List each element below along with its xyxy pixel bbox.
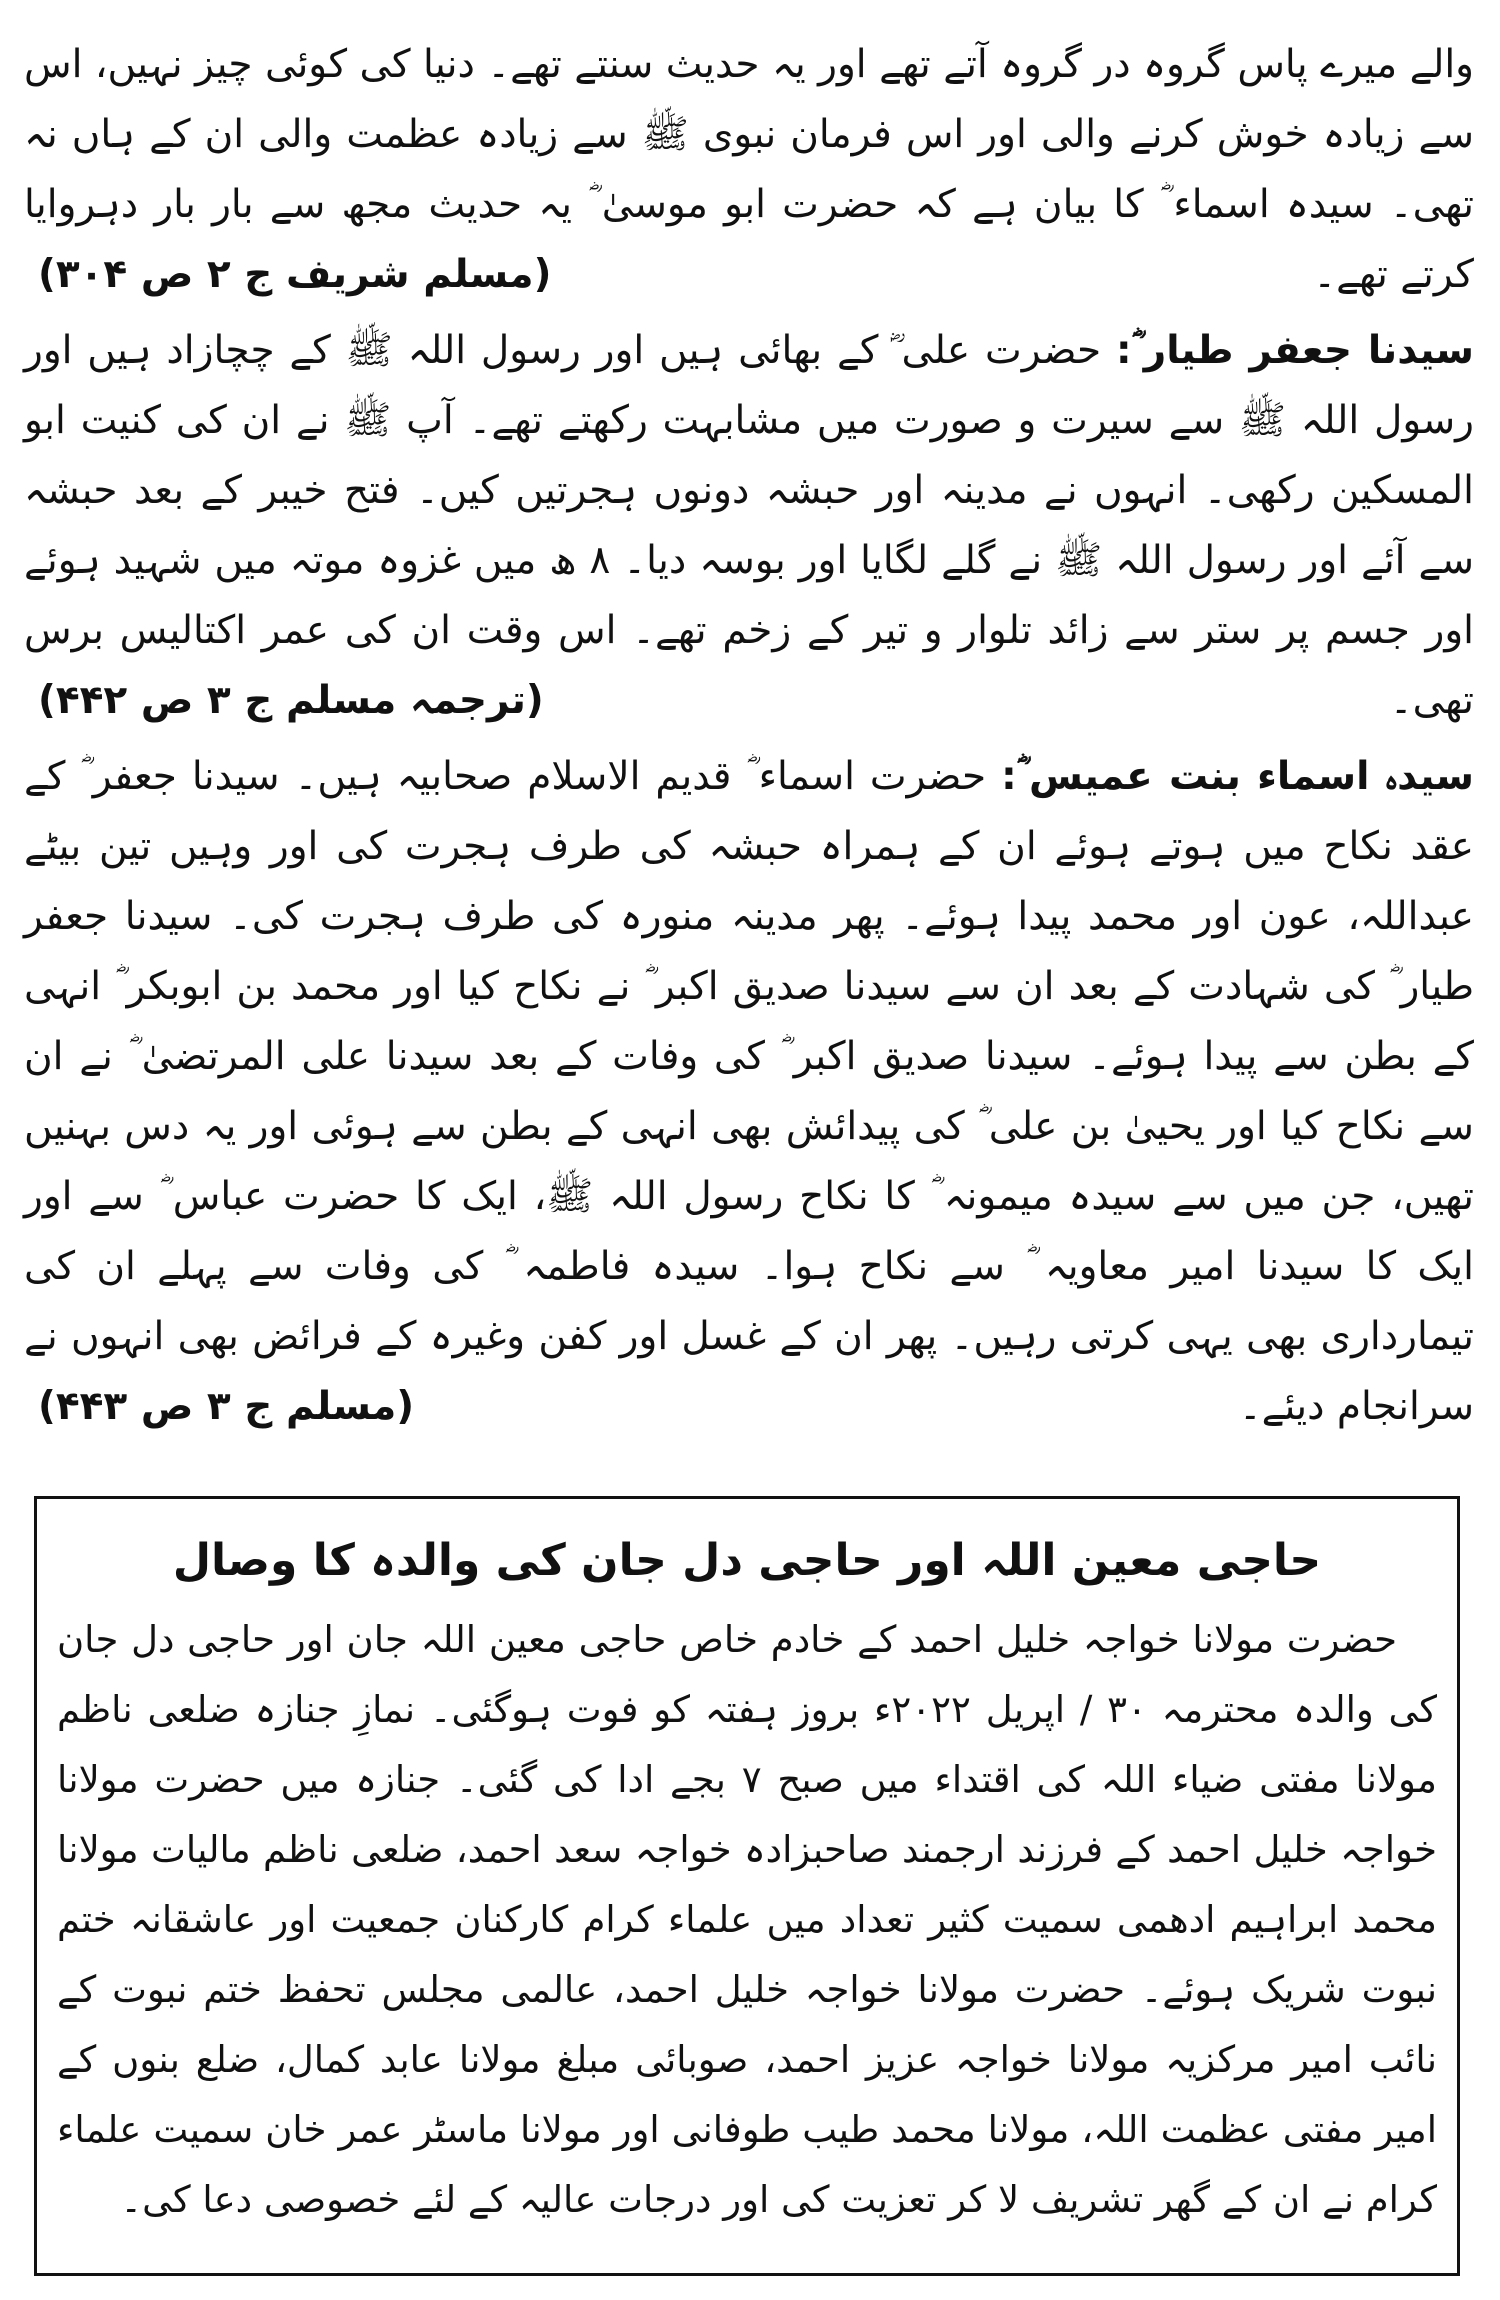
intro-paragraph [24,30,1474,310]
intro-reference: (مسلم شریف ج ۲ ص ۳۰۴) [38,252,552,297]
asma-reference: (مسلم ج ۳ ص ۴۴۳) [38,1384,415,1429]
asma-heading: سیدہ اسماء بنت عمیس ؓ: [1001,754,1474,799]
asma-paragraph [24,742,1474,1442]
news-box-title: حاجی معین اللہ اور حاجی دل جان کی والدہ کا وصال [172,1535,1322,1586]
intro-text: والے میرے پاس گروہ در گروہ آتے تھے اور یہ حدیث سنتے تھے۔ دنیا کی کوئی چیز نہیں، اس سے زیادہ خوش کرنے والی اور اس فرمان نبوی ﷺ سے زیادہ عظمت والی ان کے ہاں نہ تھی۔ سیدہ اسماء ؓ کا بیان ہے کہ حضرت ابو موسیٰ ؓ یہ حدیث مجھ سے بار بار دہروایا کرتے تھے۔ [24,42,1474,297]
article-page [24,30,1474,1442]
asma-text: حضرت اسماء ؓ قدیم الاسلام صحابیہ ہیں۔ سیدنا جعفر ؓ کے عقد نکاح میں ہوتے ہوئے ان کے ہمراہ حبشہ کی طرف ہجرت کی اور وہیں تین بیٹے عبداللہ، عون اور محمد پیدا ہوئے۔ پھر مدینہ منورہ کی طرف ہجرت کی۔ سیدنا جعفر طیار ؓ کی شہادت کے بعد ان سے سیدنا صدیق اکبر ؓ نے نکاح کیا اور محمد بن ابوبکر ؓ انہی کے بطن سے پیدا ہوئے۔ سیدنا صدیق اکبر ؓ کی وفات کے بعد سیدنا علی المرتضیٰ ؓ نے ان سے نکاح کیا اور یحییٰ بن علی ؓ کی پیدائش بھی انہی کے بطن سے ہوئی اور یہ دس بہنیں تھیں، جن میں سے سیدہ میمونہ ؓ کا نکاح رسول اللہ ﷺ، ایک کا حضرت عباس ؓ سے اور ایک کا سیدنا امیر معاویہ ؓ سے نکاح ہوا۔ سیدہ فاطمہ ؓ کی وفات سے پہلے ان کی تیمارداری بھی یہی کرتی رہیں۔ پھر ان کے غسل اور کفن وغیرہ کے فرائض بھی انہوں نے سرانجام دیئے۔ [24,754,1474,1429]
jafar-text: حضرت علی ؓ کے بھائی ہیں اور رسول اللہ ﷺ کے چچازاد ہیں اور رسول اللہ ﷺ سے سیرت و صورت میں مشابہت رکھتے تھے۔ آپ ﷺ نے ان کی کنیت ابو المسکین رکھی۔ انہوں نے مدینہ اور حبشہ دونوں ہجرتیں کیں۔ فتح خیبر کے بعد حبشہ سے آئے اور رسول اللہ ﷺ نے گلے لگایا اور بوسہ دیا۔ ۸ ھ میں غزوہ موتہ میں شہید ہوئے اور جسم پر ستر سے زائد تلوار و تیر کے زخم تھے۔ اس وقت ان کی عمر اکتالیس برس تھی۔ [24,328,1474,723]
news-box-body: حضرت مولانا خواجہ خلیل احمد کے خادم خاص حاجی معین اللہ جان اور حاجی دل جان کی والدہ محترمہ ۳۰ / اپریل ۲۰۲۲ء بروز ہفتہ کو فوت ہوگئی۔ نمازِ جنازہ ضلعی ناظم مولانا مفتی ضیاء اللہ کی اقتداء میں صبح ۷ بجے ادا کی گئی۔ جنازہ میں حضرت مولانا خواجہ خلیل احمد کے فرزند ارجمند صاحبزادہ خواجہ سعد احمد، ضلعی ناظم مالیات مولانا محمد ابراہیم ادھمی سمیت کثیر تعداد میں علماء کرام کارکنان جمعیت اور عاشقانہ ختم نبوت شریک ہوئے۔ حضرت مولانا خواجہ خلیل احمد، عالمی مجلس تحفظ ختم نبوت کے نائب امیر مرکزیہ مولانا خواجہ عزیز احمد، صوبائی مبلغ مولانا عابد کمال، ضلع بنوں کے امیر مفتی عظمت اللہ، مولانا محمد طیب طوفانی اور مولانا ماسٹر عمر خان سمیت علماء کرام نے ان کے گھر تشریف لا کر تعزیت کی اور درجات عالیہ کے لئے خصوصی دعا کی۔ [57,1618,1437,2221]
jafar-heading: سیدنا جعفر طیار ؓ: [1115,328,1475,373]
jafar-reference: (ترجمہ مسلم ج ۳ ص ۴۴۲) [38,678,544,723]
news-box [34,1496,1460,2276]
jafar-paragraph [24,316,1474,736]
